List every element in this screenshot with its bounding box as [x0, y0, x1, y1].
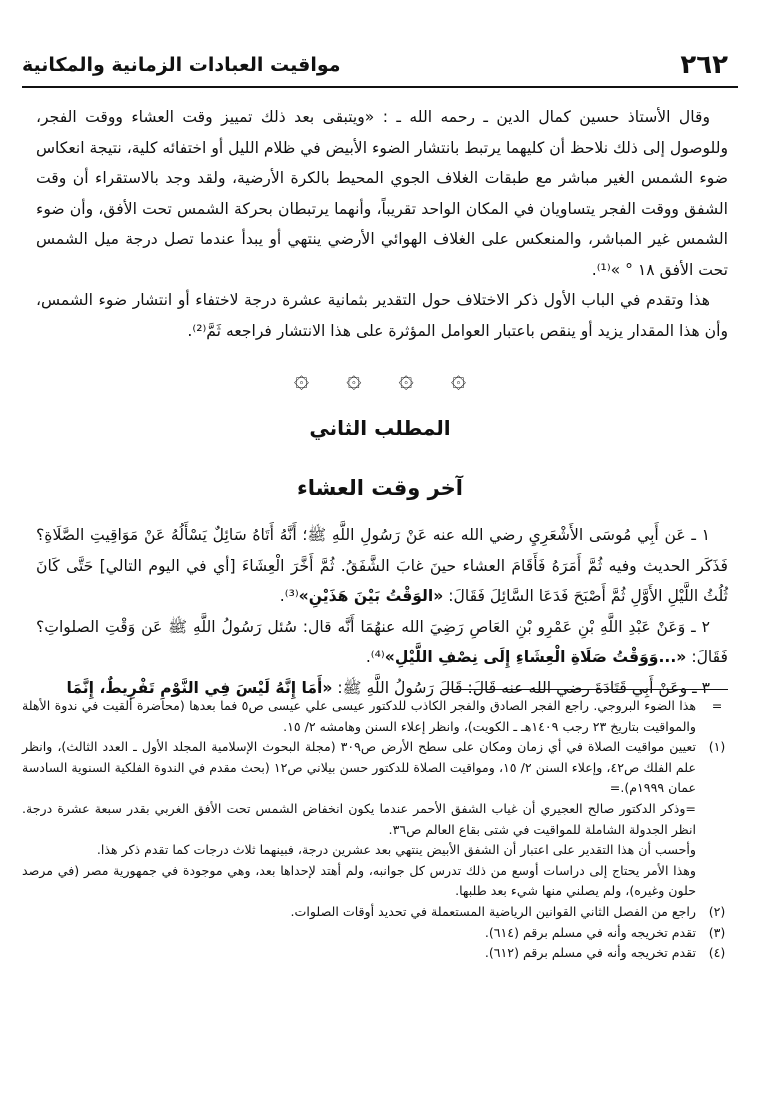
footnote-text: تقدم تخريجه وأنه في مسلم برقم (٦١٢). [484, 945, 696, 961]
hadith-quote: «الوَقْتُ بَيْنَ هَذَيْنِ» [298, 587, 444, 606]
ornament-icon: ۞ [293, 364, 310, 394]
footnote-text: هذا الضوء البروجي. راجع الفجر الصادق والفجر الكاذب للدكتور عيسى علي عيسى ص٥ فما بعدها (محاضرة ألقيت في ندوة الأهلة والمواقيت بتاريخ ٢٣ رجب ١٤٠٩هـ ـ الكويت)، وانظر إعلاء السنن وهامشه ٢/ ١٥. [22, 698, 696, 734]
footnote [22, 737, 738, 799]
hadith-list [36, 520, 728, 704]
footnote [22, 696, 738, 737]
footnote [22, 902, 738, 923]
footnote-text: وأحسب أن هذا التقدير على اعتبار أن الشفق الأبيض ينتهي بعد عشرين درجة، فبينهما ثلاث درجات كما تقدم ذكر هذا. [96, 842, 696, 858]
footnote-text: راجع من الفصل الثاني القوانين الرياضية المستعملة في تحديد أوقات الصلوات. [290, 903, 696, 919]
footnote-ref: ⁽³⁾. [279, 587, 299, 606]
footnote-text: =وذكر الدكتور صالح العجيري أن غياب الشفق الأحمر عندما يكون انخفاض الشمس تحت الأفق الغربي بقدر سبعة عشرة درجة. انظر الجدولة الشاملة للمواقيت في شتى بقاع العالم ص٣٦. [22, 800, 696, 837]
footnote-text: وهذا الأمر يحتاج إلى دراسات أوسع من ذلك تدرس كل جوانبه، ولم أهتد لإحداها بعد، وهي موجودة في جمهورية مصر (في مرصد حلون وغيره)، ولم يصلني منها شيء بعد طلبها. [22, 862, 696, 899]
paragraph: وقال الأستاذ حسين كمال الدين ـ رحمه الله ـ : «ويتبقى بعد ذلك تمييز وقت العشاء ووقت الفجر، وللوصول إلى ذلك نلاحظ أن كليهما يرتبط بانتشار الضوء الأبيض في ظلام الليل أو اختفائه كلية، نتيجة انعكاس ضوء الشمس الغير مباشر مع طبقات الغلاف الجوي المحيط بالكرة الأرضية، ولقد وجد بالاستقراء أن وقت الشفق ووقت الفجر يتساويان في المكان الواحد تقريباً، وأنهما يرتبطان بحركة الشمس تحت الأفق، وأن ضوء الشمس غير المباشر، والمنعكس على الغلاف الهوائي الأرضي ينتهي أو يبدأ عندما تصل درجة ميل الشمس تحت الأفق ١٨ ° »⁽¹⁾. [36, 108, 728, 279]
footnote-text: تقدم تخريجه وأنه في مسلم برقم (٦١٤). [484, 924, 696, 940]
ornament-divider [22, 366, 738, 392]
book-page [22, 46, 738, 1076]
footnote-mark: (٤) [708, 945, 726, 961]
footnote-mark [696, 799, 738, 840]
footnotes [22, 696, 738, 964]
running-title: مواقيت العبادات الزمانية والمكانية [22, 54, 341, 76]
hadith-item [36, 612, 728, 673]
hadith-text: ٢ ـ وَعَنْ عَبْدِ اللَّهِ بْنِ عَمْرِو بْنِ العَاصِ رَضِيَ الله عنهُمَا أَنَّه قال: سُئل رَسُولُ اللَّهِ ﷺ عَن وَقْتِ الصلواتِ؟ فَقَالَ: [36, 617, 728, 667]
hadith-quote: «أَمَا إِنَّهُ لَيْسَ فِي النَّوْمِ تَفْرِيطٌ، إِنَّمَا [66, 678, 333, 697]
ornament-icon: ۞ [450, 364, 467, 394]
footnote [22, 799, 738, 840]
footnote-ref: ⁽⁴⁾. [365, 648, 385, 667]
footnote-mark: (١) [708, 739, 726, 755]
footnote-mark [696, 840, 738, 861]
footnote [22, 861, 738, 902]
ornament-icon: ۞ [398, 364, 414, 394]
footnote [22, 923, 738, 944]
paragraph: هذا وتقدم في الباب الأول ذكر الاختلاف حول التقدير بثمانية عشرة درجة لاختفاء أو انتشار ضوء الشمس، وأن هذا المقدار يزيد أو ينقص باعتبار العوامل المؤثرة على هذا الانتشار فراجعه ثَمَّ⁽²⁾. [36, 291, 728, 340]
section-title: آخر وقت العشاء [297, 476, 463, 500]
main-text [36, 102, 728, 346]
hadith-text: ٣ ـ وعَنْ أَبِي قَتَادَةَ رضي الله عنه قَالَ: قَالَ رَسُولُ اللَّهِ ﷺ: [332, 678, 710, 697]
hadith-text: ١ ـ عَن أَبِي مُوسَى الأَشْعَرِيِ رضي الله عنه عَنْ رَسُولِ اللَّهِ ﷺ؛ أَنَّهُ أَتَاهُ سَائِلٌ يَسْأَلُهُ عَنْ مَوَاقِيتِ الصَّلَاةِ؟ فَذَكَر الحديث وفيه ثُمَّ أَمَرَهُ فَأَقَامَ العشاء حينَ غابَ الشَّفَقُ. ثُمَّ أَخَّرَ الْعِشَاءَ [أي في اليوم التالي] حَتَّى كَانَ ثُلُثُ اللَّيْلِ الأَوَّلِ ثُمَّ أَصْبَحَ فَدَعَا السَّائِلَ فَقَالَ: [36, 526, 728, 606]
footnote [22, 840, 738, 861]
footnote [22, 943, 738, 964]
footnote-mark: (٣) [708, 924, 726, 940]
footnote-mark: (٢) [708, 903, 726, 919]
footnote-divider [442, 689, 728, 690]
hadith-item [36, 520, 728, 612]
footnote-text: تعيين مواقيت الصلاة في أي زمان ومكان على سطح الأرض ص٣٠٩ (مجلة البحوث الإسلامية المجلد الأول ـ العدد الثالث)، وانظر علم الفلك ص٤٢، وإعلاء السنن ٢/ ١٥، ومواقيت الصلاة للدكتور حسن بيلاني ص١٢ (بحث مقدم في الندوة الفلكية السنوية السادسة عمان ١٩٩٩م).= [22, 739, 696, 796]
footnote-mark: = [711, 698, 723, 713]
section-heading: المطلب الثاني [309, 416, 451, 440]
hadith-quote: «...وَوَقْتُ صَلَاةِ الْعِشَاءِ إِلَى نِصْفِ اللَّيْلِ» [384, 648, 687, 667]
page-header [22, 46, 738, 88]
footnote-mark [696, 861, 738, 902]
page-number: ٢٦٢ [680, 50, 728, 80]
ornament-icon: ۞ [346, 364, 362, 394]
